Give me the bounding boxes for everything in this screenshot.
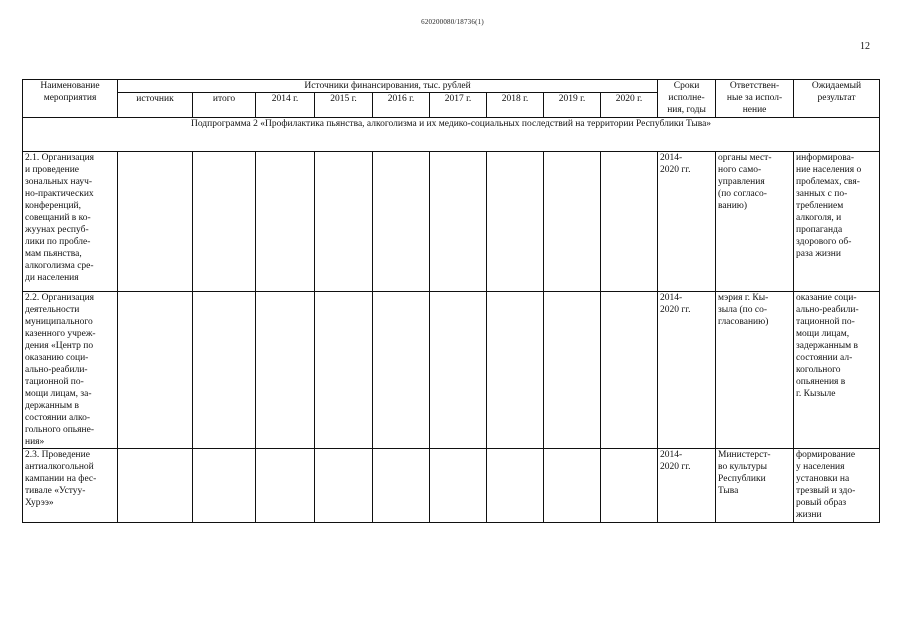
table-row [23,449,880,523]
empty-cell [430,152,487,292]
empty-cell [373,292,430,449]
empty-cell [544,449,601,523]
activity-result: оказание соци- ально-реабили- тационной по- мощи лицам, задержанным в состоянии ал- когольного опьянения в г. Кызыле [794,292,880,449]
empty-cell [373,152,430,292]
empty-cell [544,292,601,449]
empty-cell [373,449,430,523]
header-terms: Сроки исполне- ния, годы [658,80,716,118]
table-row [23,152,880,292]
header-row-1 [23,80,880,93]
header-funding-group: Источники финансирования, тыс. рублей [118,80,658,93]
empty-cell [193,292,256,449]
activity-responsible: органы мест- ного само- управления (по согласо- ванию) [716,152,794,292]
page-number: 12 [860,41,870,52]
table-row [23,292,880,449]
empty-cell [315,152,373,292]
activity-responsible: Министерст- во культуры Республики Тыва [716,449,794,523]
activity-terms: 2014- 2020 гг. [658,449,716,523]
header-year-2016: 2016 г. [373,93,430,118]
activity-name: 2.2. Организация деятельности муниципального казенного учреж- дения «Центр по оказанию соци- ально-реабили- тационной по- мощи лицам, за- держанным в состоянии алко- гольного опьяне- ния» [23,292,118,449]
activity-responsible: мэрия г. Кы- зыла (по со- гласованию) [716,292,794,449]
empty-cell [256,292,315,449]
activity-result: информирова- ние населения о проблемах, свя- занных с по- треблением алкоголя, и пропаганда здорового об- раза жизни [794,152,880,292]
empty-cell [118,292,193,449]
empty-cell [315,292,373,449]
empty-cell [487,292,544,449]
empty-cell [544,152,601,292]
empty-cell [601,152,658,292]
header-year-2017: 2017 г. [430,93,487,118]
empty-cell [430,449,487,523]
activity-result: формирование у населения установки на трезвый и здо- ровый образ жизни [794,449,880,523]
header-result: Ожидаемый результат [794,80,880,118]
header-year-2015: 2015 г. [315,93,373,118]
empty-cell [487,152,544,292]
header-total: итого [193,93,256,118]
activity-terms: 2014- 2020 гг. [658,152,716,292]
empty-cell [118,449,193,523]
header-year-2014: 2014 г. [256,93,315,118]
header-source: источник [118,93,193,118]
subprogram-title: Подпрограмма 2 «Профилактика пьянства, алкоголизма и их медико-социальных последствий на территории Республики Тыва» [23,118,880,152]
activity-name: 2.1. Организация и проведение зональных науч- но-практических конференций, совещаний в ко- жуунах респуб- лики по пробле- мам пьянства, алкоголизма сре- ди населения [23,152,118,292]
program-activities-table [22,79,880,523]
document-id-stamp: 620200080/18736(1) [421,18,484,26]
empty-cell [430,292,487,449]
activity-name: 2.3. Проведение антиалкогольной кампании на фес- тивале «Устуу- Хурээ» [23,449,118,523]
empty-cell [256,152,315,292]
subprogram-row [23,118,880,152]
header-responsible: Ответствен- ные за испол- нение [716,80,794,118]
empty-cell [601,449,658,523]
empty-cell [118,152,193,292]
empty-cell [315,449,373,523]
header-year-2018: 2018 г. [487,93,544,118]
header-year-2019: 2019 г. [544,93,601,118]
empty-cell [487,449,544,523]
header-name: Наименование мероприятия [23,80,118,118]
header-year-2020: 2020 г. [601,93,658,118]
empty-cell [256,449,315,523]
empty-cell [193,449,256,523]
empty-cell [601,292,658,449]
empty-cell [193,152,256,292]
activity-terms: 2014- 2020 гг. [658,292,716,449]
